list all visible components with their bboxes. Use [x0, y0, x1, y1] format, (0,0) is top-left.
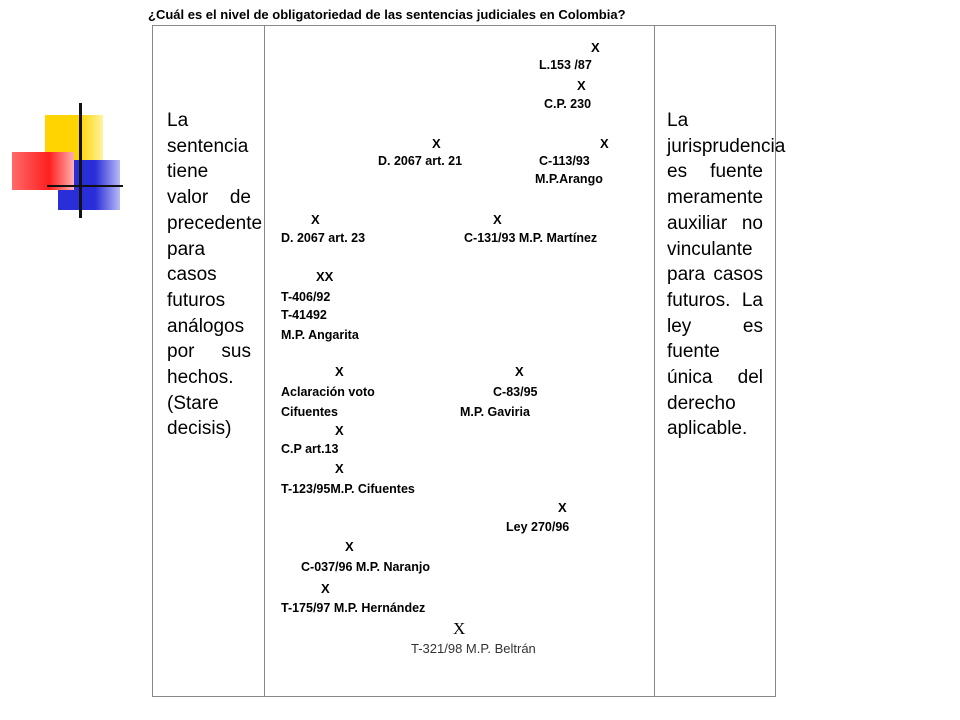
entry-angarita: M.P. Angarita	[281, 328, 359, 342]
entry-t123: T-123/95M.P. Cifuentes	[281, 482, 415, 496]
entry-t175: T-175/97 M.P. Hernández	[281, 601, 426, 615]
marker-x: X	[453, 619, 466, 638]
entry-cp230: C.P. 230	[544, 97, 592, 111]
marker-x: X	[600, 136, 609, 151]
entry-cifuentes: Cifuentes	[281, 405, 338, 419]
marker-x: X	[311, 212, 320, 227]
precedent-table	[152, 25, 786, 697]
entry-c83: C-83/95	[493, 385, 538, 399]
entry-l153: L.153 /87	[539, 58, 592, 72]
marker-x: X	[335, 364, 344, 379]
entry-c131: C-131/93 M.P. Martínez	[464, 231, 598, 245]
marker-x: X	[515, 364, 524, 379]
entry-c037: C-037/96 M.P. Naranjo	[301, 560, 430, 574]
entry-t41492: T-41492	[281, 308, 327, 322]
right-position-text: La jurisprudencia es fuente meramente auxiliar no vinculante para casos futuros. La ley es fuente única del derecho aplicable.	[667, 110, 786, 440]
horizontal-line	[47, 185, 123, 187]
decorative-logo-squares	[0, 0, 140, 220]
entry-ley270: Ley 270/96	[506, 520, 570, 534]
marker-x: X	[558, 500, 567, 515]
marker-xx: XX	[316, 269, 334, 284]
entry-gaviria: M.P. Gaviria	[460, 405, 530, 419]
left-column	[153, 26, 265, 696]
page-title: ¿Cuál es el nivel de obligatoriedad de las sentencias judiciales en Colombia?	[148, 7, 626, 22]
entry-t321: T-321/98 M.P. Beltrán	[411, 641, 536, 656]
marker-x: X	[345, 539, 354, 554]
marker-x: X	[321, 581, 330, 596]
marker-x: X	[493, 212, 502, 227]
vertical-line	[79, 103, 82, 218]
entry-cp13: C.P art.13	[281, 442, 339, 456]
marker-x: X	[591, 40, 600, 55]
entry-aclaracion: Aclaración voto	[281, 385, 375, 399]
entry-t406: T-406/92	[281, 290, 331, 304]
entry-d2067-23: D. 2067 art. 23	[281, 231, 366, 245]
left-position-text: La sentencia tiene valor de precedente para casos futuros análogos por sus hechos. (Stare decisis)	[167, 110, 263, 440]
center-column	[265, 26, 655, 696]
marker-x: X	[335, 461, 344, 476]
entry-c113: C-113/93	[539, 154, 590, 168]
marker-x: X	[335, 423, 344, 438]
right-column	[655, 26, 786, 696]
marker-x: X	[577, 78, 586, 93]
marker-x: X	[432, 136, 441, 151]
entry-d2067-21: D. 2067 art. 21	[378, 154, 463, 168]
entry-arango: M.P.Arango	[535, 172, 603, 186]
